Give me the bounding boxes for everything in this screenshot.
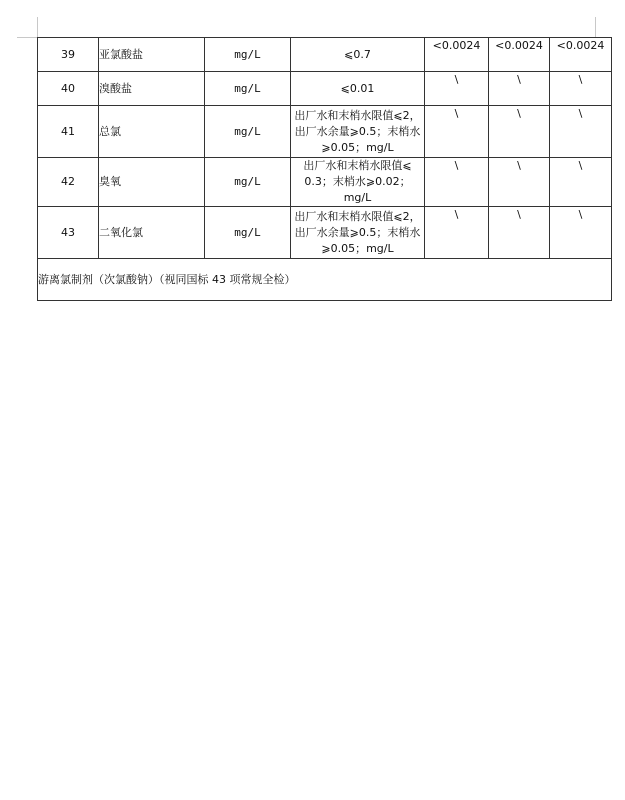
table-row: [38, 72, 612, 106]
result-cell: \: [489, 207, 550, 259]
limit-line: 出厂水和末梢水限值⩽2，: [294, 108, 421, 122]
result-cell: \: [425, 207, 489, 259]
table-footnote-row: [38, 259, 612, 301]
crop-mark-top-left-vertical: [37, 17, 38, 37]
item-name: 亚氯酸盐: [99, 38, 205, 72]
result-cell: <0.0024: [550, 38, 612, 72]
limit-value: [291, 158, 425, 207]
item-unit: mg/L: [205, 158, 291, 207]
limit-line: 0.3；末梢水⩾0.02；mg/L: [304, 175, 411, 204]
result-cell: \: [425, 158, 489, 207]
result-cell: \: [425, 72, 489, 106]
limit-value: [291, 38, 425, 72]
result-cell: \: [489, 158, 550, 207]
item-name: 臭氧: [99, 158, 205, 207]
result-cell: \: [550, 158, 612, 207]
limit-line: 出厂水和末梢水限值⩽: [303, 159, 412, 172]
item-unit: mg/L: [205, 106, 291, 158]
result-cell: \: [550, 72, 612, 106]
result-cell: <0.0024: [425, 38, 489, 72]
result-cell: <0.0024: [489, 38, 550, 72]
limit-line: 出厂水余量⩾0.5；末梢水: [294, 124, 421, 138]
table-row: [38, 158, 612, 207]
table-row: [38, 106, 612, 158]
limit-value: [291, 72, 425, 106]
item-unit: mg/L: [205, 72, 291, 106]
row-number: 42: [38, 158, 99, 207]
limit-value: [291, 207, 425, 259]
table-row: [38, 207, 612, 259]
result-cell: \: [550, 207, 612, 259]
limit-line: 出厂水余量⩾0.5；末梢水: [294, 225, 421, 239]
limit-line: 出厂水和末梢水限值⩽2，: [294, 209, 421, 223]
item-unit: mg/L: [205, 38, 291, 72]
crop-mark-top-left-horizontal: [17, 37, 37, 38]
limit-value: [291, 106, 425, 158]
result-cell: \: [425, 106, 489, 158]
limit-line: ⩽0.7: [344, 47, 371, 61]
crop-mark-top-right-vertical: [595, 17, 596, 37]
table-footnote: 游离氯制剂（次氯酸钠）（视同国标 43 项常规全检）: [38, 259, 612, 301]
limit-line: ⩾0.05；mg/L: [321, 140, 394, 154]
row-number: 43: [38, 207, 99, 259]
limit-line: ⩽0.01: [340, 81, 375, 95]
item-name: 总氯: [99, 106, 205, 158]
result-cell: \: [489, 72, 550, 106]
limit-line: ⩾0.05；mg/L: [321, 241, 394, 255]
table-row: [38, 38, 612, 72]
item-name: 溴酸盐: [99, 72, 205, 106]
item-unit: mg/L: [205, 207, 291, 259]
result-cell: \: [489, 106, 550, 158]
row-number: 39: [38, 38, 99, 72]
water-quality-table: [37, 37, 612, 301]
result-cell: \: [550, 106, 612, 158]
row-number: 40: [38, 72, 99, 106]
item-name: 二氧化氯: [99, 207, 205, 259]
row-number: 41: [38, 106, 99, 158]
